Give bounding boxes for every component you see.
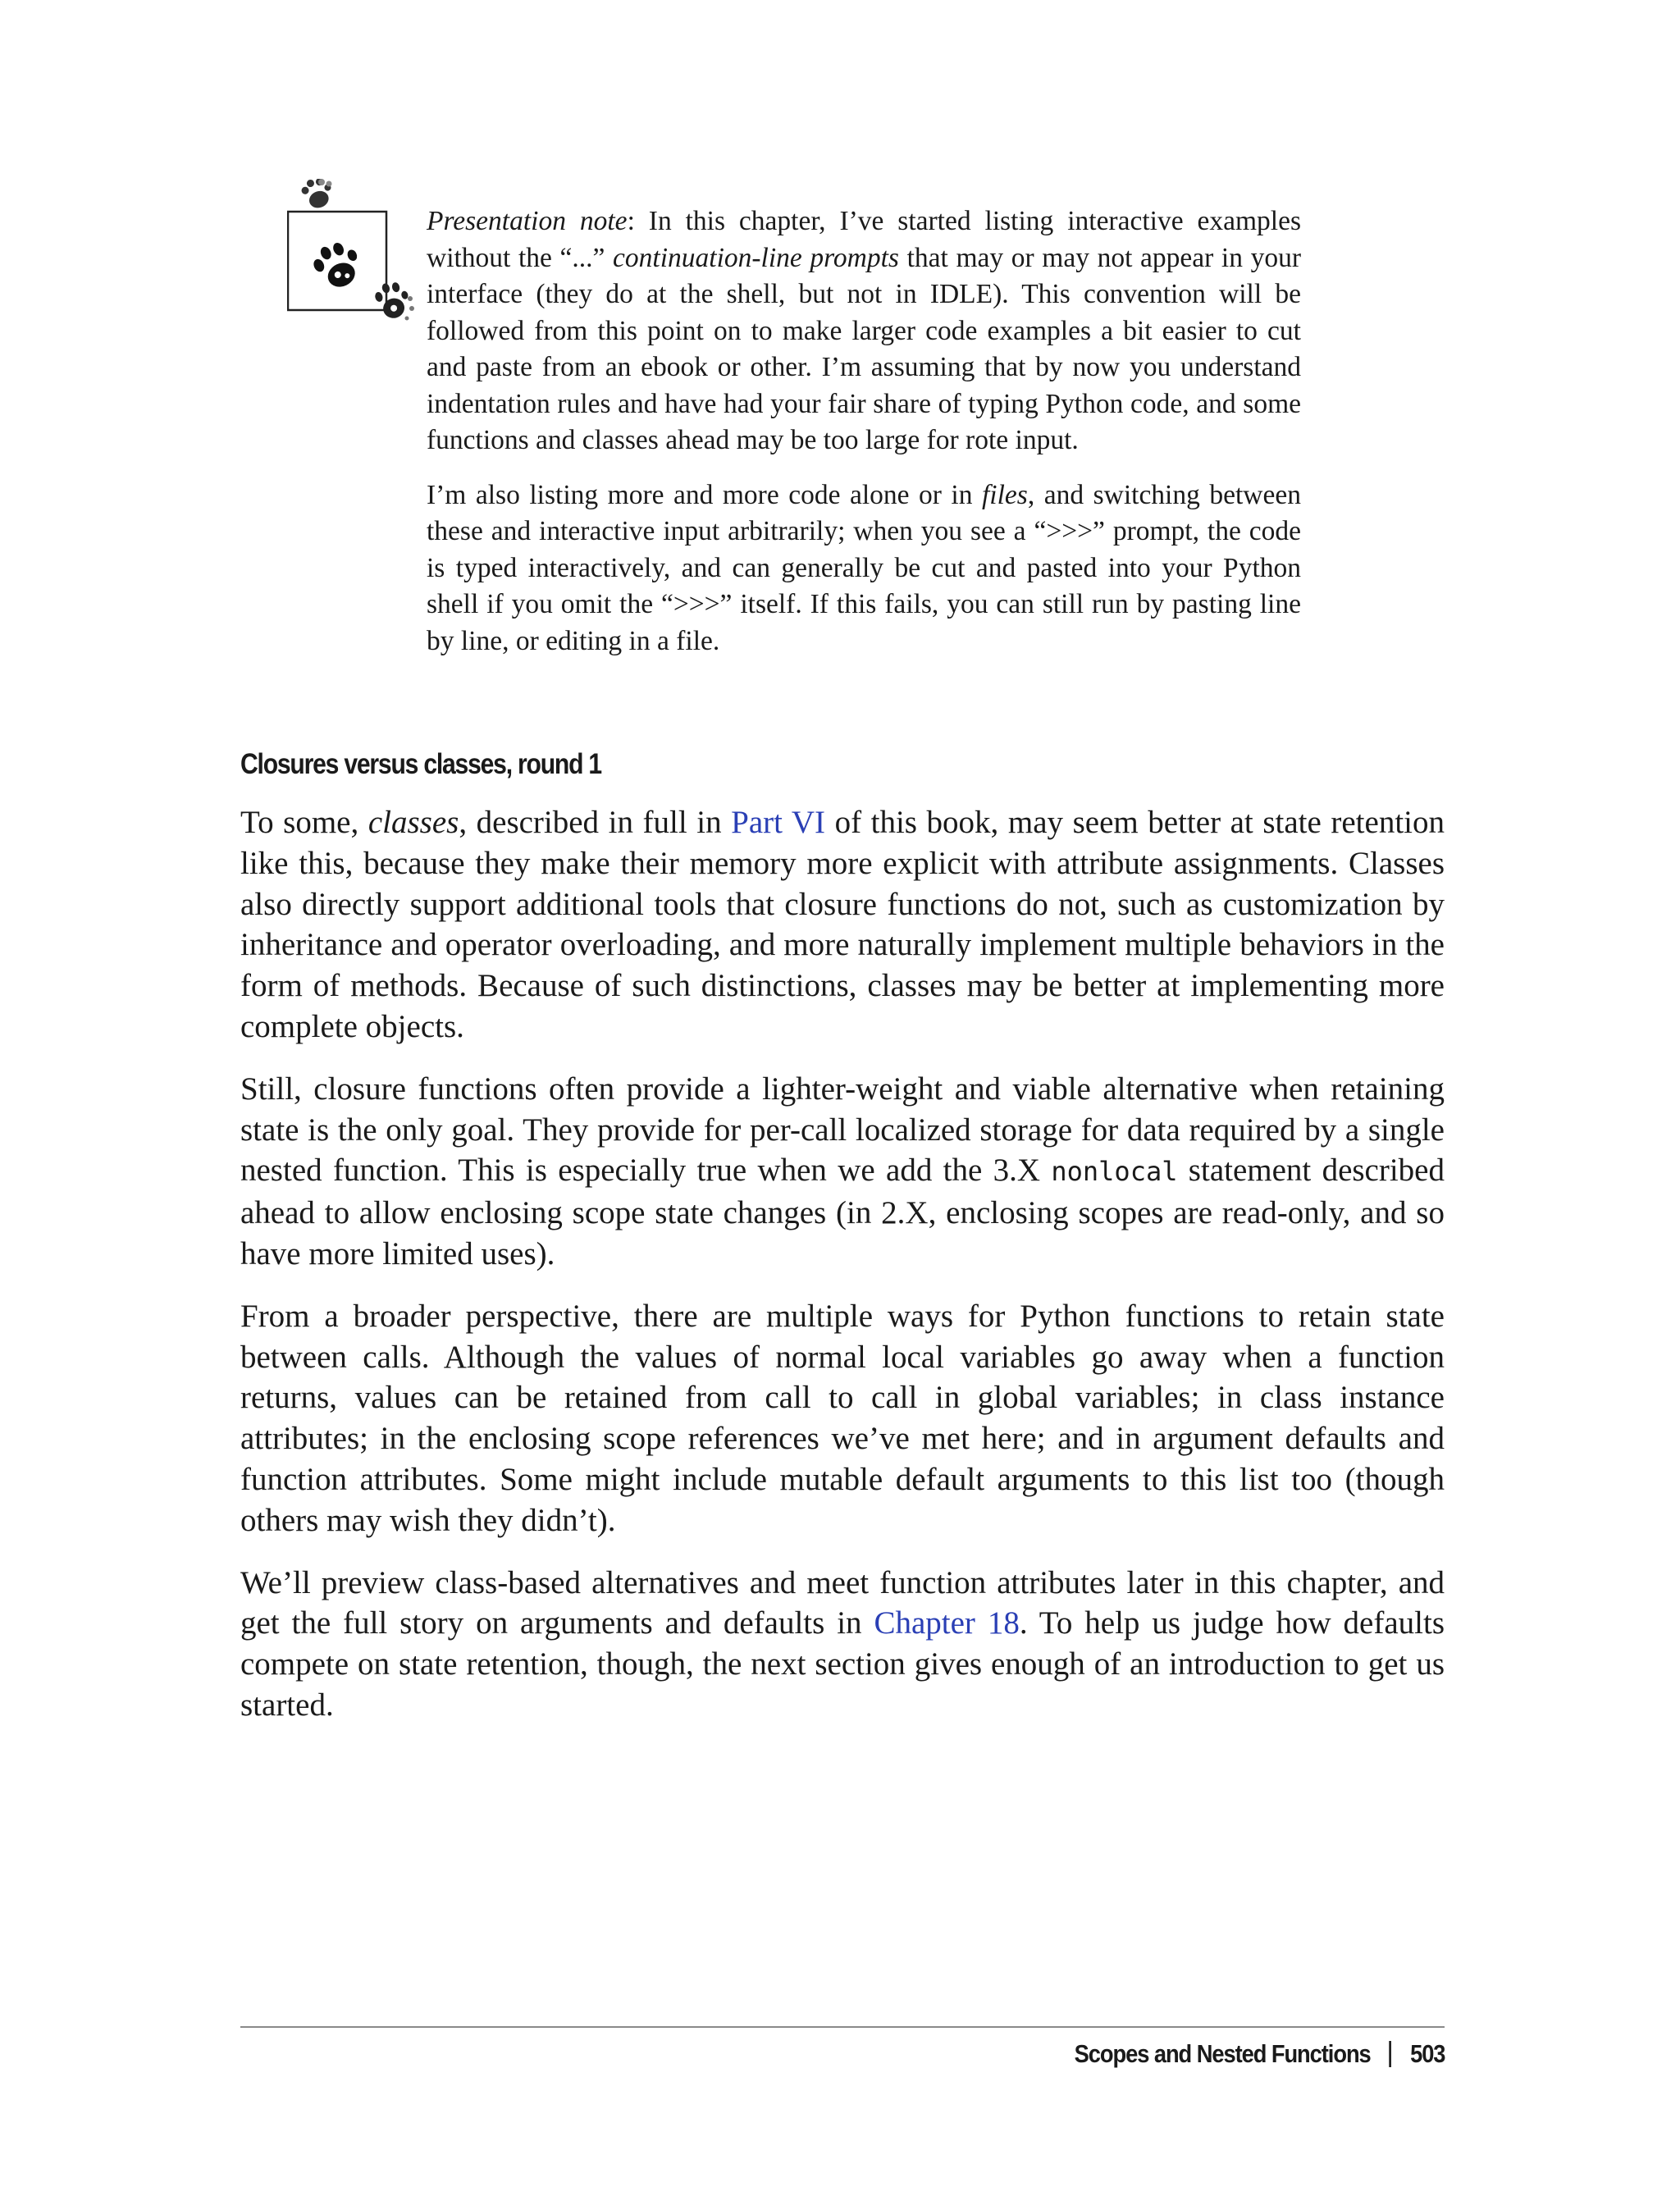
note-paragraph-1: [427, 203, 1301, 459]
part-vi-link[interactable]: Part VI: [731, 805, 826, 840]
body-text-span: Still, closure functions often provide a lighter-weight and viable alternative when retaining state is the only goal. They provide for per-call localized storage for data required by a single nested function. This is especially true when we add the 3.X: [240, 1071, 1445, 1189]
body-text-span: , described in full in: [459, 805, 732, 840]
note-emphasis: files: [982, 479, 1028, 510]
footer-rule: [240, 2026, 1445, 2028]
page-number: 503: [1409, 2039, 1445, 2068]
inline-code: nonlocal: [1051, 1156, 1178, 1188]
note-text-span: that may or may not appear in your interface (they do at the shell, but not in IDLE). This convention will be followed from this point on to make larger code examples a bit easier to cut and paste from an ebook or other. I’m assuming that by now you understand indentation rules and have had your fair share of typing Python code, and some functions and classes ahead may be too large for rote input.: [427, 242, 1301, 455]
running-footer: [1074, 2039, 1445, 2069]
body-text-span: We’ll preview class-based alternatives and meet function attributes later in this chapter, and get the full story on arguments and defaults in: [240, 1564, 1445, 1641]
note-emphasis: continuation-line prompts: [613, 242, 899, 273]
footer-title: Scopes and Nested Functions: [1074, 2039, 1371, 2068]
note-paragraph-2: [427, 477, 1301, 660]
note-text-span: : In this chapter, I’ve started listing interactive examples without the “...”: [427, 206, 1301, 273]
body-paragraph-2: [240, 1069, 1445, 1275]
presentation-note: [287, 179, 1436, 704]
chapter-18-link[interactable]: Chapter 18: [874, 1605, 1020, 1641]
footer-separator: [1389, 2041, 1391, 2067]
note-label: Presentation note: [427, 206, 628, 236]
body-paragraph-1: [240, 802, 1445, 1048]
note-text: [427, 203, 1301, 678]
body-paragraph-4: [240, 1563, 1445, 1726]
body-text: [240, 802, 1445, 1747]
section-heading: Closures versus classes, round 1: [240, 748, 601, 780]
body-paragraph-3: From a broader perspective, there are multiple ways for Python functions to retain state between calls. Although the values of normal local variables go away when a function returns, values can be retained from call to call in global variables; in class instance attributes; in the enclosing scope references we’ve met here; and in argument defaults and function attributes. Some might include mutable default arguments to this list too (though others may wish they didn’t).: [240, 1298, 1445, 1538]
body-text-span: statement described ahead to allow enclosing scope state changes (in 2.X, enclosing scopes are read-only, and so have more limited uses).: [240, 1153, 1445, 1271]
body-text-span: . To help us judge how defaults compete on state retention, though, the next section gives enough of an introduction to get us started.: [240, 1605, 1445, 1723]
note-text-span: , and switching between these and interactive input arbitrarily; when you see a “>>>” prompt, the code is typed interactively, and can generally be cut and pasted into your Python shell if you omit the “>>>” itself. If this fails, you can still run by pasting line by line, or editing in a file.: [427, 479, 1301, 656]
body-text-span: To some,: [240, 805, 368, 840]
note-text-span: I’m also listing more and more code alone or in: [427, 479, 982, 510]
body-text-span: of this book, may seem better at state retention like this, because they make their memory more explicit with attribute assignments. Classes also directly support additional tools that closure functions do not, such as customization by inheritance and operator overloading, and more naturally implement multiple behaviors in the form of methods. Because of such distinctions, classes may be better at implementing more complete objects.: [240, 805, 1445, 1044]
body-emphasis: classes: [368, 805, 459, 840]
paw-prints-tip-icon: [287, 179, 418, 326]
